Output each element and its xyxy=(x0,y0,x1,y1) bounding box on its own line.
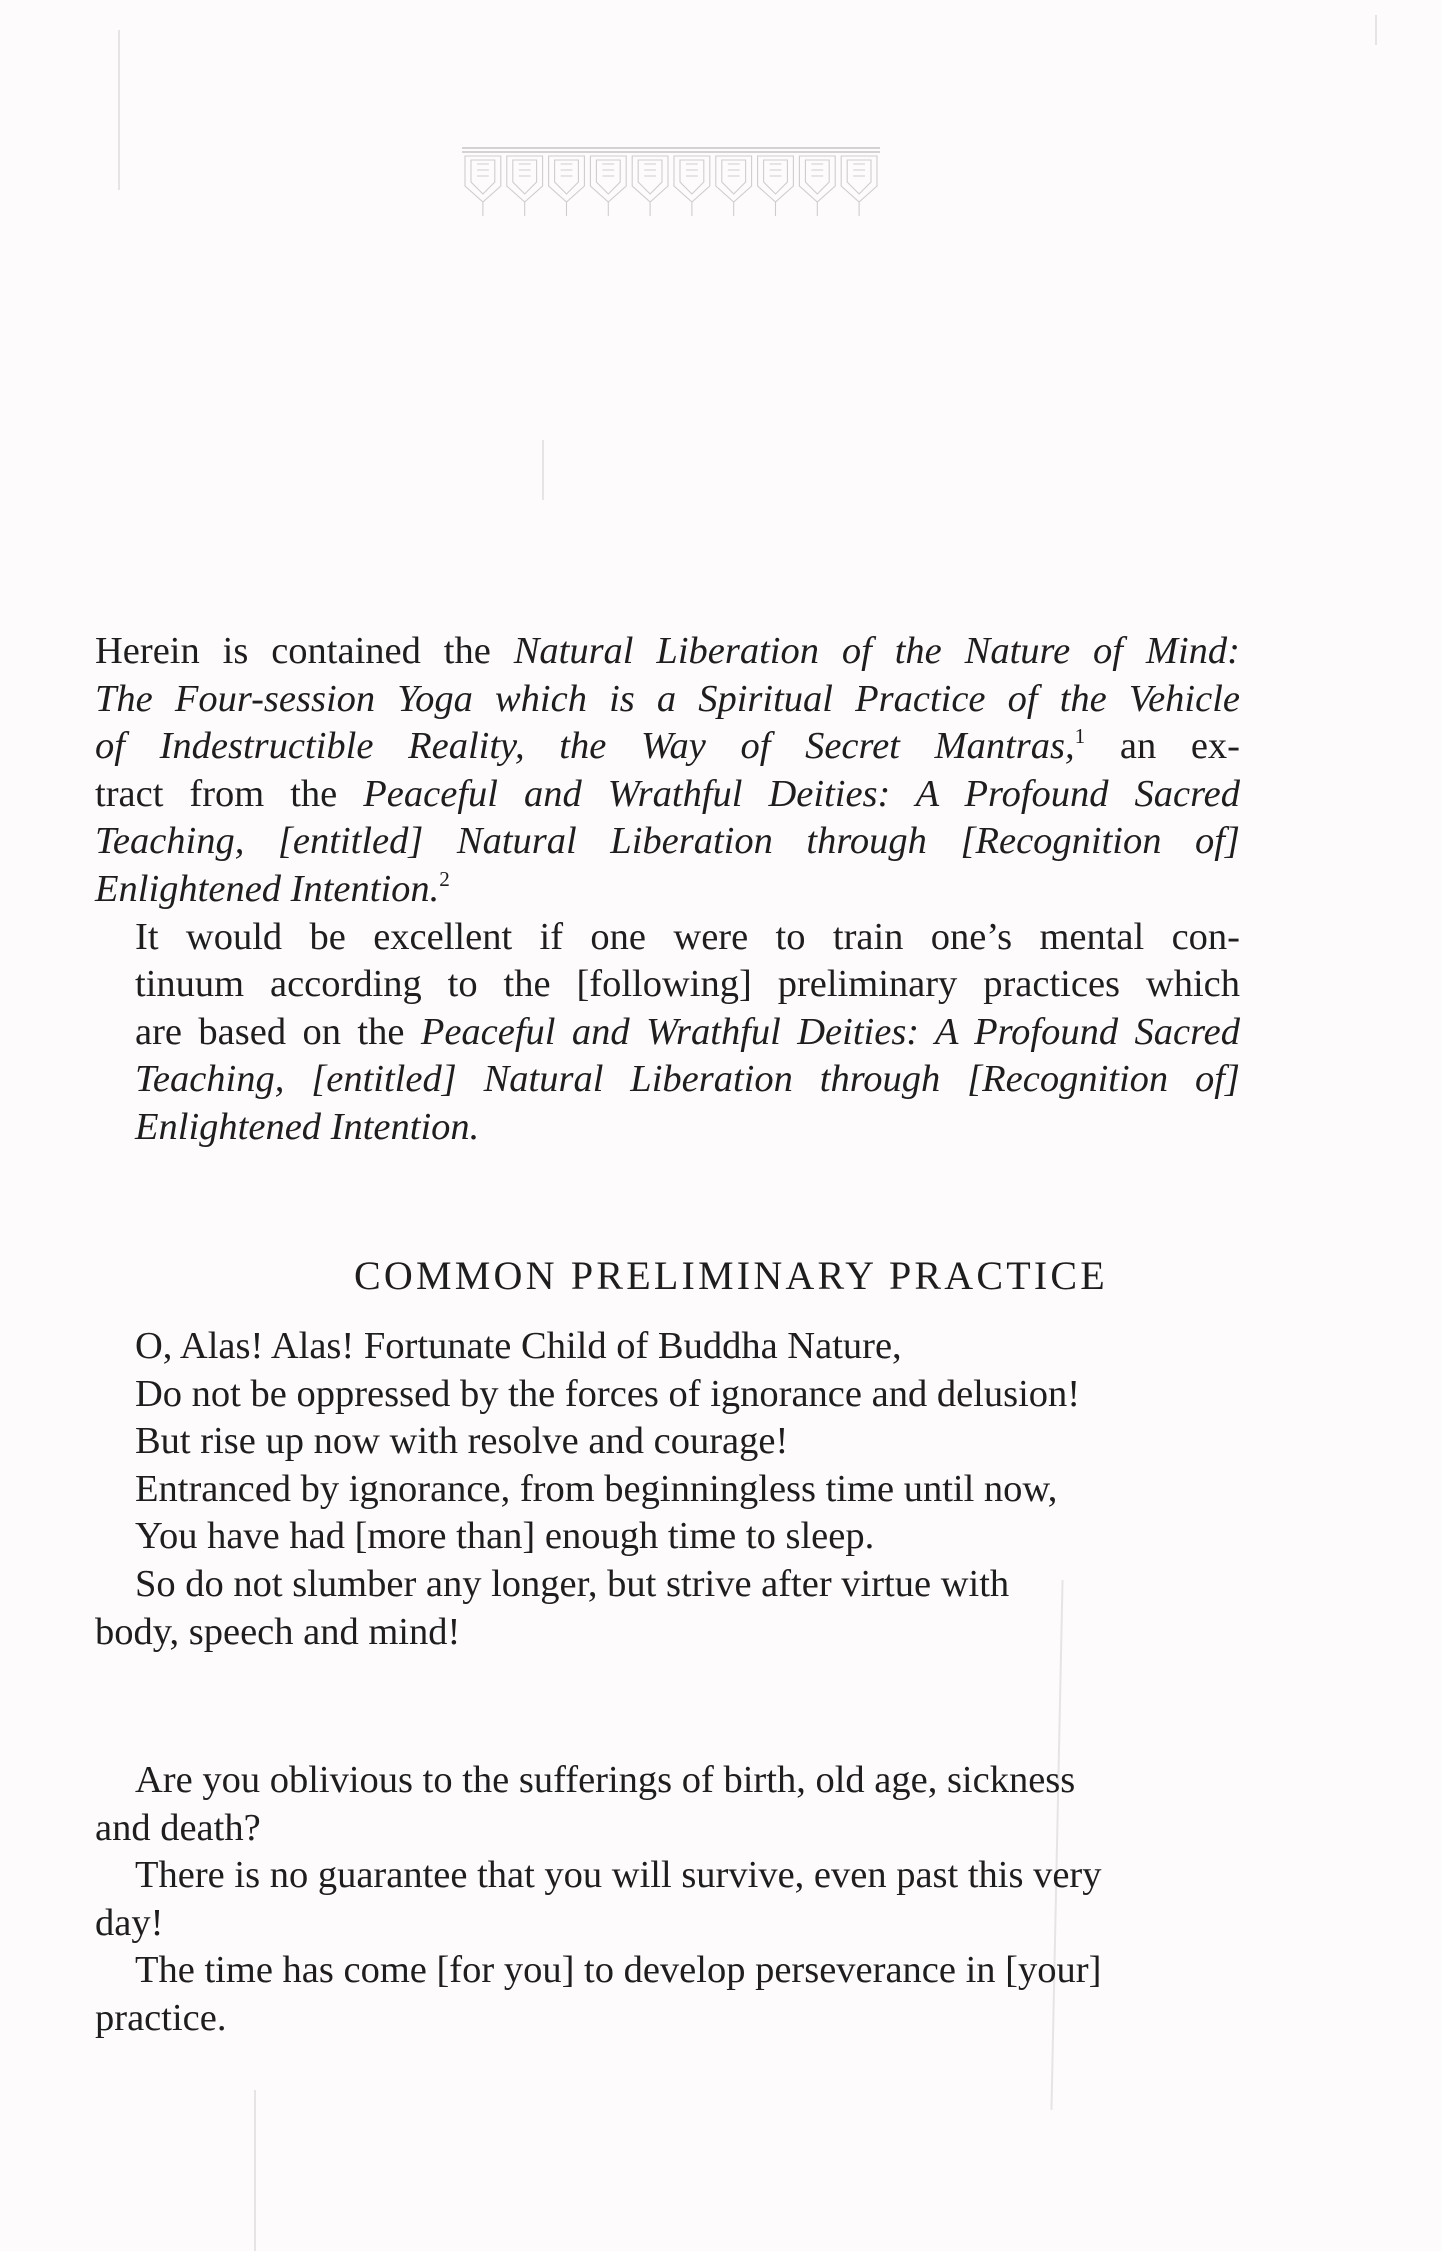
verse-line: The time has come [for you] to develop perseverance in [your] xyxy=(135,1949,1102,1992)
text-line xyxy=(95,961,1240,1009)
verse-continuation-line: and death? xyxy=(95,1806,261,1849)
intro-text xyxy=(95,628,1240,1152)
section-heading: COMMON PRELIMINARY PRACTICE xyxy=(354,1253,1108,1298)
text-line xyxy=(95,628,1240,676)
verse-line: There is no guarantee that you will survive, even past this very xyxy=(135,1854,1102,1897)
verse-continuation-line: day! xyxy=(95,1901,164,1944)
italic-title: The Four-session Yoga which is a Spiritual Practice of the Vehicle xyxy=(95,677,1240,720)
italic-title: Teaching, [entitled] Natural Liberation through [Recognition of] xyxy=(135,1058,1240,1101)
scan-fold-line xyxy=(1375,15,1377,45)
text-line xyxy=(95,866,1240,914)
text-line xyxy=(95,1104,1240,1152)
footnote-marker: 1 xyxy=(1074,724,1086,749)
scan-fold-line xyxy=(542,440,544,500)
scan-fold-line xyxy=(118,30,120,190)
text-run: tract from the xyxy=(95,772,364,815)
verse-stanza-1 xyxy=(95,1323,1255,1656)
text-line xyxy=(95,723,1240,771)
text-line xyxy=(95,771,1240,819)
text-line xyxy=(95,914,1240,962)
text-line xyxy=(95,818,1240,866)
text-run: an ex- xyxy=(1085,725,1241,768)
text-run: tinuum according to the [following] preliminary practices which xyxy=(135,963,1240,1006)
italic-title: Peaceful and Wrathful Deities: A Profound Sacred xyxy=(420,1010,1240,1053)
scan-fold-line xyxy=(254,2090,256,2251)
italic-title: Enlightened Intention. xyxy=(95,867,440,910)
verse-line: O, Alas! Alas! Fortunate Child of Buddha Nature, xyxy=(135,1325,902,1367)
verse-stanza-2 xyxy=(95,1757,1255,2043)
text-line xyxy=(95,1056,1240,1104)
italic-title: Peaceful and Wrathful Deities: A Profound Sacred xyxy=(363,772,1240,815)
verse-continuation-line: body, speech and mind! xyxy=(95,1610,461,1653)
footnote-marker: 2 xyxy=(439,867,450,892)
ornament-header-band xyxy=(462,140,880,220)
text-run: are based on the xyxy=(135,1010,421,1053)
italic-title: Natural Liberation of the Nature of Mind: xyxy=(513,630,1240,672)
text-run: Herein is contained the xyxy=(95,630,514,672)
intro-paragraph-1 xyxy=(95,628,1240,914)
verse-line: Are you oblivious to the sufferings of birth, old age, sickness xyxy=(135,1759,1076,1801)
verse-line: Entranced by ignorance, from beginningless time until now, xyxy=(135,1467,1058,1510)
text-run: It would be excellent if one were to train one’s mental con- xyxy=(135,915,1240,958)
text-line xyxy=(95,1009,1240,1057)
text-line xyxy=(95,676,1240,724)
italic-title: Teaching, [entitled] Natural Liberation through [Recognition of] xyxy=(95,820,1240,863)
italic-title: of Indestructible Reality, the Way of Secret Mantras, xyxy=(95,725,1075,768)
intro-paragraph-2 xyxy=(95,914,1240,1152)
verse-line: Do not be oppressed by the forces of ignorance and delusion! xyxy=(135,1372,1081,1415)
verse-line: But rise up now with resolve and courage! xyxy=(135,1420,789,1463)
italic-title: Enlightened Intention. xyxy=(135,1105,480,1148)
verse-line: You have had [more than] enough time to sleep. xyxy=(135,1515,875,1558)
verse-line: So do not slumber any longer, but strive after virtue with xyxy=(135,1562,1010,1605)
verse-continuation-line: practice. xyxy=(95,1996,227,2039)
